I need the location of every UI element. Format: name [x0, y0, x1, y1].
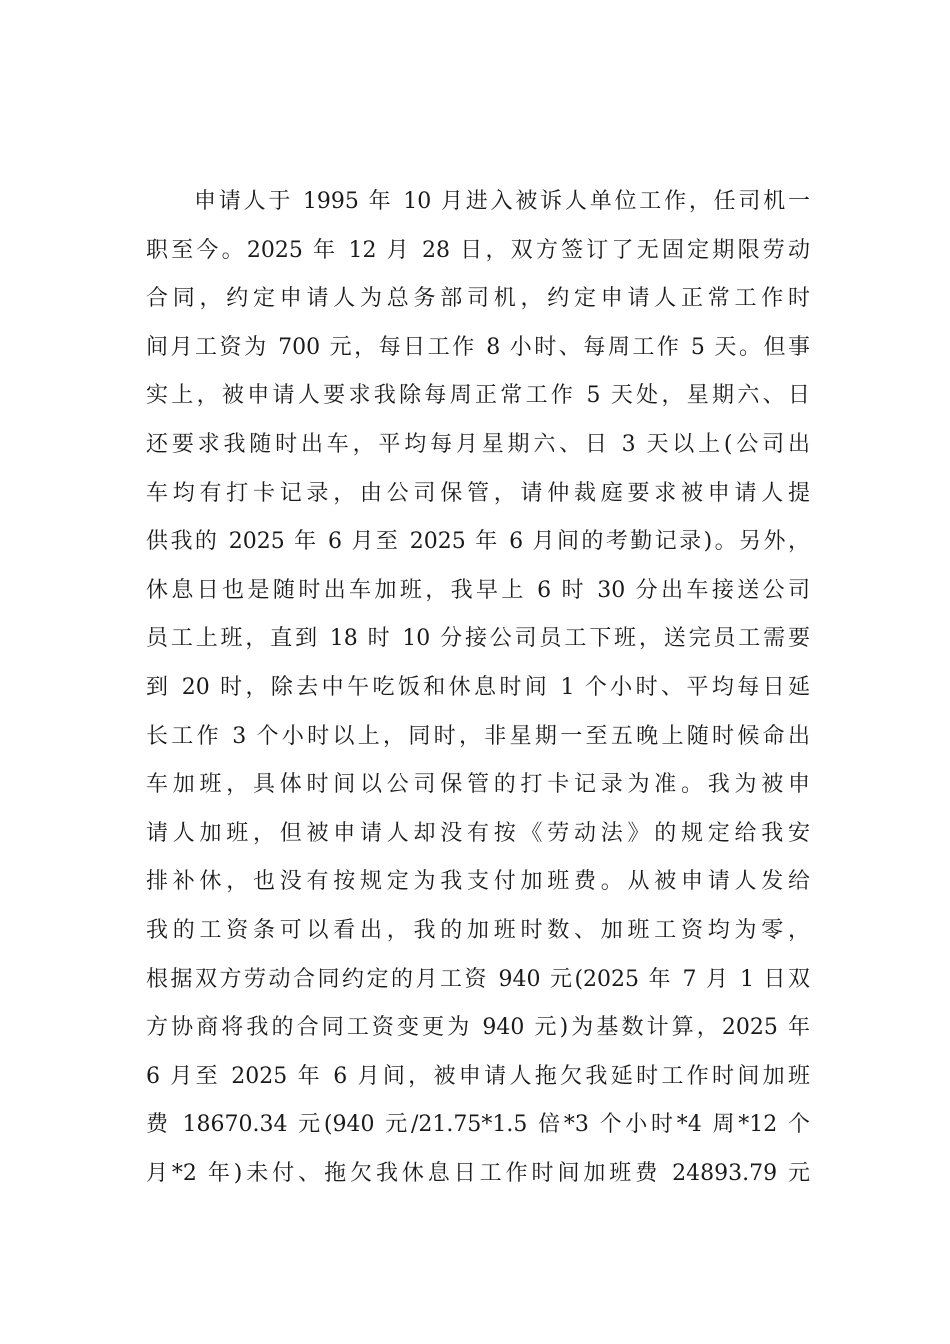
- text-line: 到 20 时，除去中午吃饭和休息时间 1 个小时、平均每日延: [146, 674, 810, 700]
- text-line: 长工作 3 个小时以上，同时，非星期一至五晚上随时候命出: [146, 723, 810, 749]
- text-line: 费 18670.34 元(940 元/21.75*1.5 倍*3 个小时*4 周*12 个: [146, 1112, 810, 1138]
- body-paragraph: [146, 178, 810, 1198]
- text-line: 根据双方劳动合同约定的月工资 940 元(2025 年 7 月 1 日双: [146, 966, 810, 992]
- text-line: 供我的 2025 年 6 月至 2025 年 6 月间的考勤记录)。另外，: [146, 529, 810, 555]
- text-line: 申请人于 1995 年 10 月进入被诉人单位工作，任司机一: [194, 189, 810, 214]
- text-line: 车均有打卡记录，由公司保管，请仲裁庭要求被申请人提: [146, 480, 810, 506]
- text-line: 车加班，具体时间以公司保管的打卡记录为准。我为被申: [146, 772, 810, 798]
- text-line: 排补休，也没有按规定为我支付加班费。从被申请人发给: [146, 869, 810, 895]
- text-line: 员工上班，直到 18 时 10 分接公司员工下班，送完员工需要: [146, 626, 810, 652]
- text-line: 职至今。2025 年 12 月 28 日，双方签订了无固定期限劳动: [146, 237, 810, 263]
- text-line: 请人加班，但被申请人却没有按《劳动法》的规定给我安: [146, 820, 810, 846]
- text-line: 休息日也是随时出车加班，我早上 6 时 30 分出车接送公司: [146, 577, 810, 603]
- text-line: 月*2 年)未付、拖欠我休息日工作时间加班费 24893.79 元: [146, 1160, 810, 1186]
- text-line: 间月工资为 700 元，每日工作 8 小时、每周工作 5 天。但事: [146, 334, 810, 360]
- text-line: 合同，约定申请人为总务部司机，约定申请人正常工作时: [146, 286, 810, 312]
- text-line: 还要求我随时出车，平均每月星期六、日 3 天以上(公司出: [146, 431, 810, 457]
- text-line: 我的工资条可以看出，我的加班时数、加班工资均为零，: [146, 917, 810, 943]
- text-line: 方协商将我的合同工资变更为 940 元)为基数计算，2025 年: [146, 1015, 810, 1041]
- text-line: 实上，被申请人要求我除每周正常工作 5 天处，星期六、日: [146, 383, 810, 409]
- text-line: 6 月至 2025 年 6 月间，被申请人拖欠我延时工作时间加班: [146, 1063, 810, 1089]
